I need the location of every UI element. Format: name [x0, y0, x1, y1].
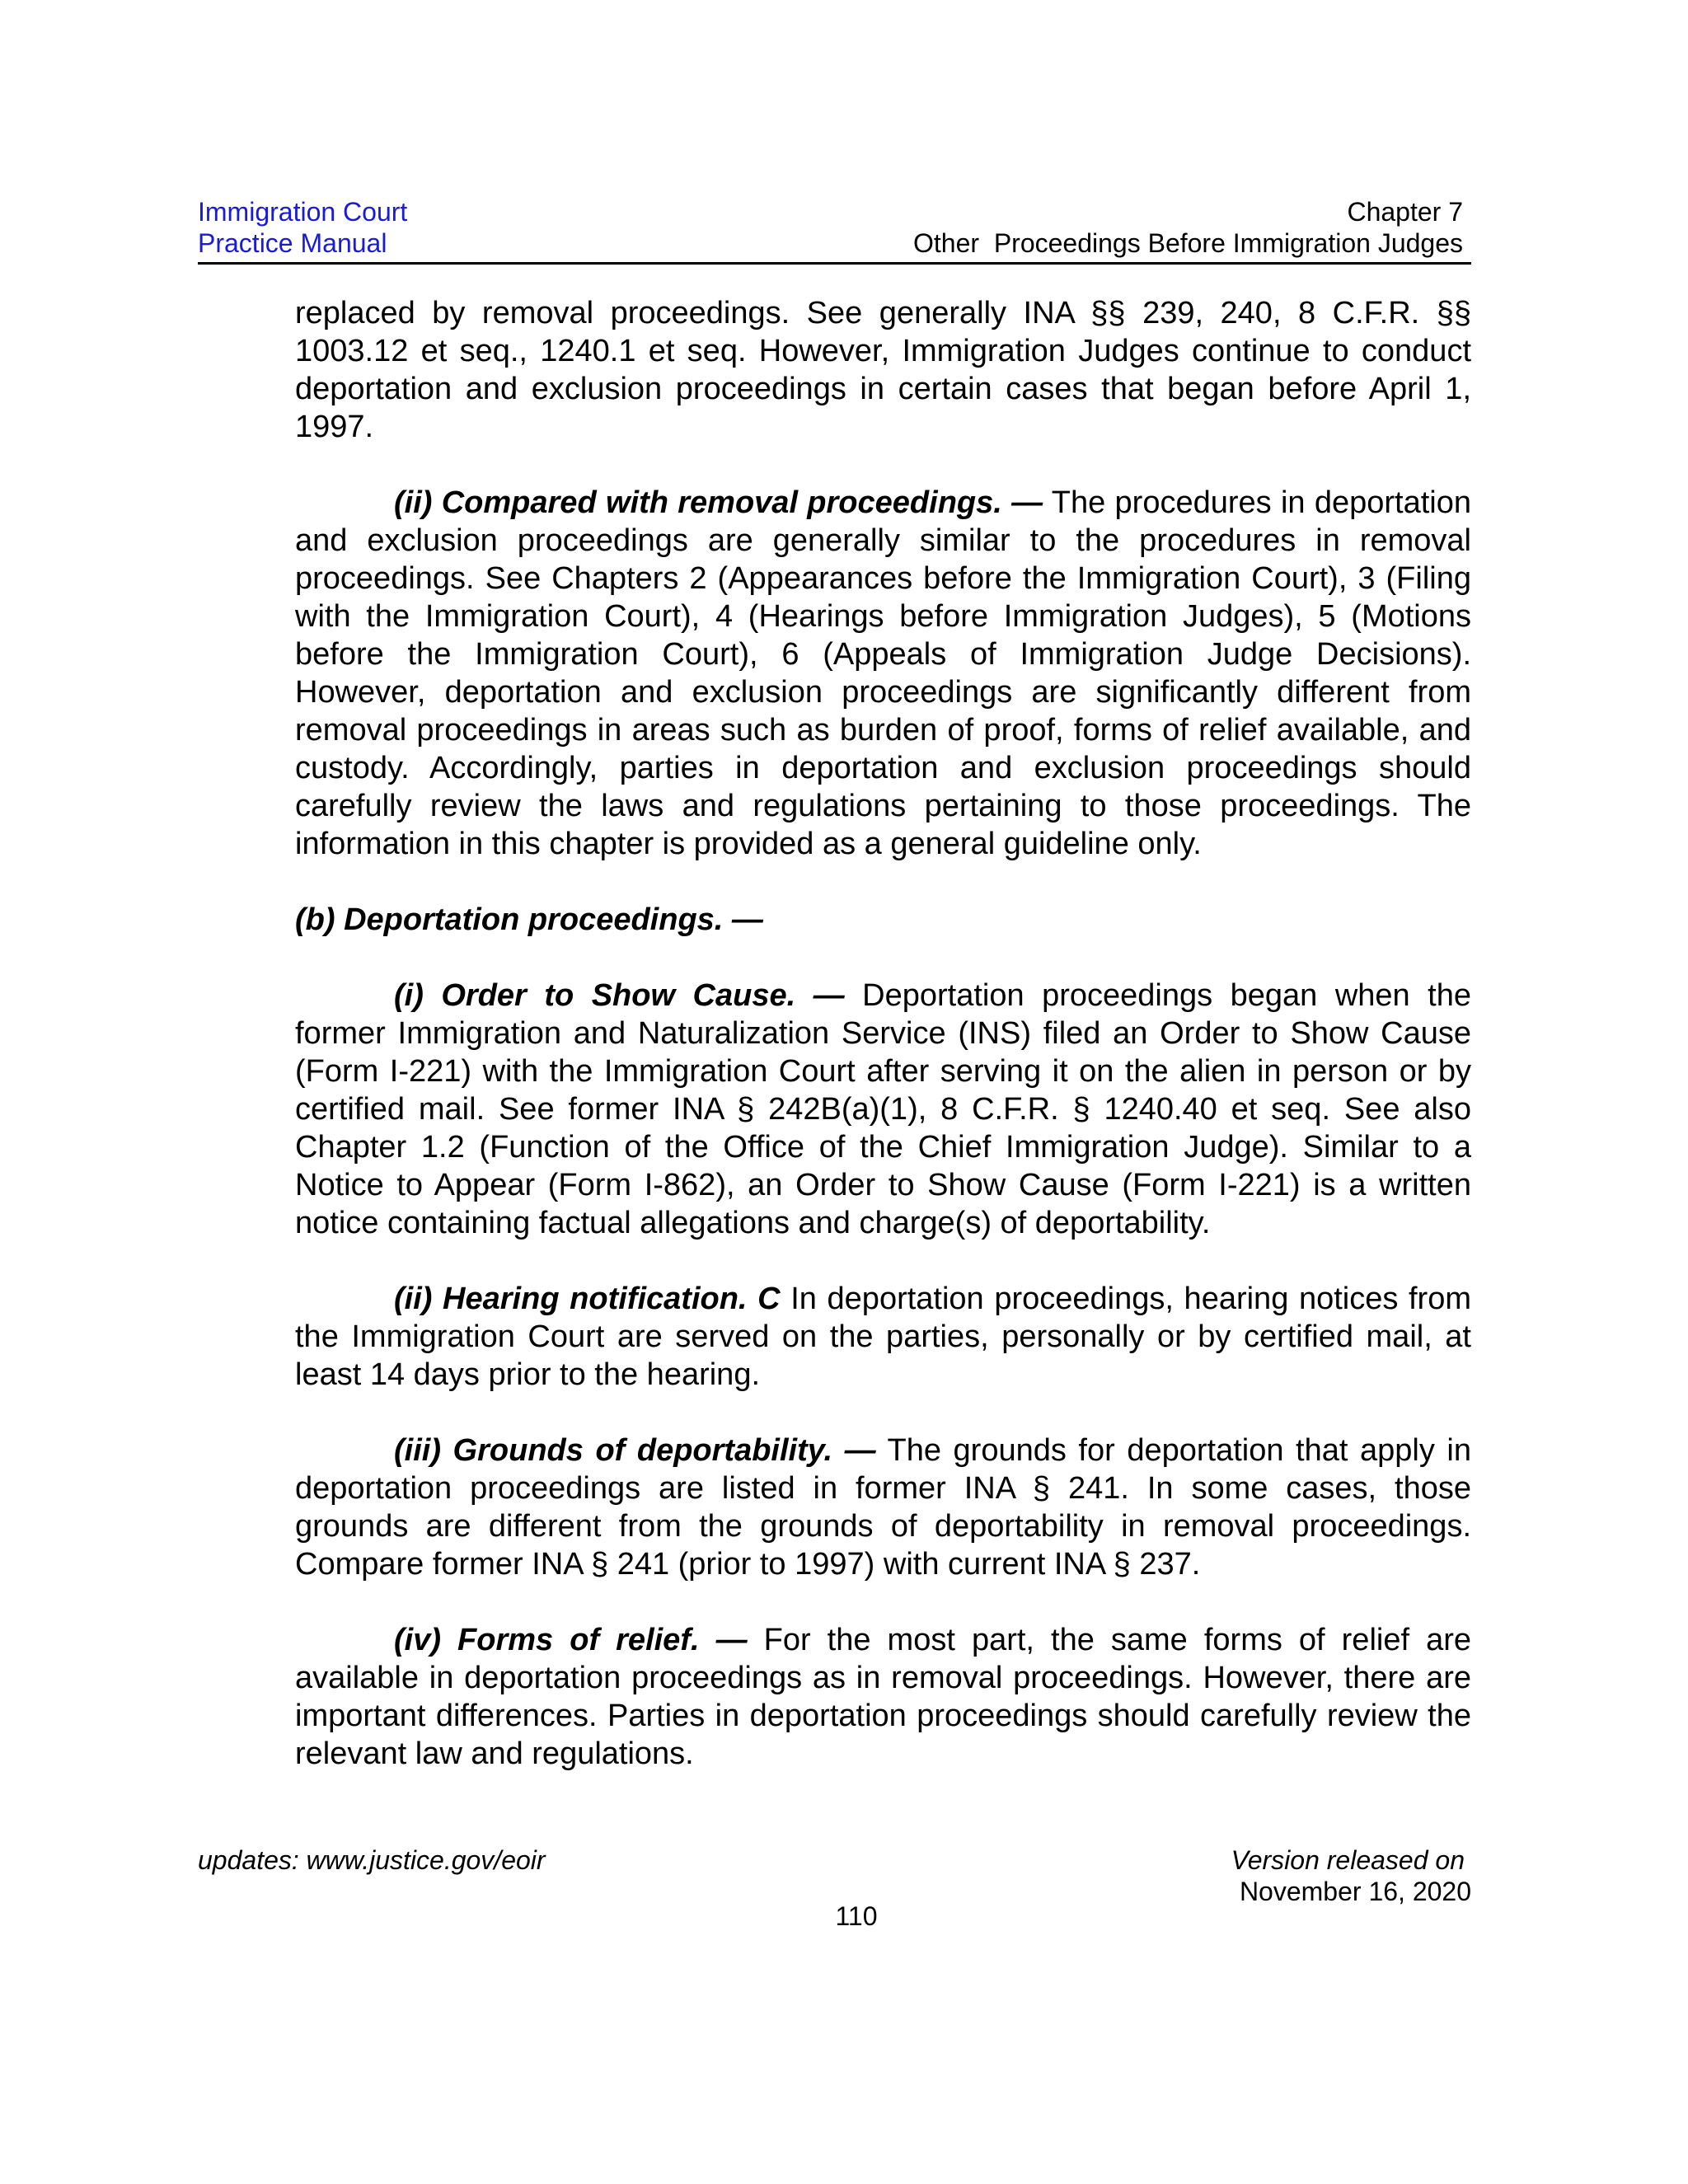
header-manual-name: Practice Manual — [198, 228, 387, 258]
paragraph-grounds-of-deportability — [295, 1432, 1471, 1583]
page-number: 110 — [835, 1901, 878, 1931]
text-compared-with-removal: The procedures in deportation and exclusion proceedings are generally similar to the procedures in removal proceedings. See Chapters 2 (Appearances before the Immigration Court), 3 (Filing with the Immigration Court), 4 (Hearings before Immigration Judges), 5 (Motions before the Immigration Court), 6 (Appeals of Immigration Judge Decisions). However, deportation and exclusion proceedings are significantly different from removal proceedings in areas such as burden of proof, forms of relief available, and custody. Accordingly, parties in deportation and exclusion proceedings should carefully review the laws and regulations pertaining to those proceedings. The information in this chapter is provided as a general guideline only. — [295, 485, 1471, 861]
paragraph-continuation: replaced by removal proceedings. See generally INA §§ 239, 240, 8 C.F.R. §§ 1003.12 et seq., 1240.1 et seq. However, Immigration Judges continue to conduct deportation and exclusion proceedings in certain cases that began before April 1, 1997. — [295, 296, 1471, 444]
header-chapter-title: Other Proceedings Before Immigration Judges — [913, 228, 1463, 258]
page-header — [198, 196, 1471, 265]
text-forms-of-relief: For the most part, the same forms of relief are available in deportation proceedings as in removal proceedings. However, there are important differences. Parties in deportation proceedings should carefully review the relevant law and regulations. — [295, 1623, 1471, 1771]
paragraph-compared-with-removal — [295, 484, 1471, 863]
paragraph-hearing-notification — [295, 1280, 1471, 1394]
section-heading-deportation — [295, 901, 1471, 939]
paragraph-forms-of-relief — [295, 1621, 1471, 1773]
subheading-hearing-notification: (ii) Hearing notification. C — [394, 1282, 781, 1316]
subheading-forms-of-relief: (iv) Forms of relief. — — [394, 1623, 748, 1657]
footer-version-info — [1231, 1844, 1471, 1907]
text-order-to-show-cause: Deportation proceedings began when the former Immigration and Naturalization Service (INS) filed an Order to Show Cause (Form I-221) with the Immigration Court after serving it on the alien in person or by certified mail. See former INA § 242B(a)(1), 8 C.F.R. § 1240.40 et seq. See also Chapter 1.2 (Function of the Office of the Chief Immigration Judge). Similar to a Notice to Appear (Form I-862), an Order to Show Cause (Form I-221) is a written notice containing factual allegations and charge(s) of deportability. — [295, 978, 1471, 1240]
header-chapter-number: Chapter 7 — [1347, 197, 1463, 227]
subheading-compared-with-removal: (ii) Compared with removal proceedings. — — [394, 485, 1043, 520]
footer-version-date: November 16, 2020 — [1239, 1877, 1471, 1906]
text-grounds-of-deportability: The grounds for deportation that apply in deportation proceedings are listed in former INA § 241. In some cases, those grounds are different from the grounds of deportability in removal proceedings. Compare former INA § 241 (prior to 1997) with current INA § 237. — [295, 1433, 1471, 1582]
paragraph-order-to-show-cause — [295, 977, 1471, 1242]
page-body — [295, 294, 1471, 1811]
footer-version-label: Version released on — [1231, 1845, 1465, 1875]
subheading-grounds-of-deportability: (iii) Grounds of deportability. — — [394, 1433, 876, 1468]
header-manual-title — [198, 196, 407, 259]
heading-deportation-proceedings: (b) Deportation proceedings. — — [295, 902, 763, 937]
subheading-order-to-show-cause: (i) Order to Show Cause. — — [394, 978, 845, 1013]
header-chapter-info — [913, 196, 1463, 259]
text-hearing-notification: In deportation proceedings, hearing notices from the Immigration Court are served on the parties, personally or by certified mail, at least 14 days prior to the hearing. — [295, 1282, 1472, 1392]
header-court-name: Immigration Court — [198, 197, 408, 227]
footer-updates-link: updates: www.justice.gov/eoir — [198, 1845, 546, 1875]
